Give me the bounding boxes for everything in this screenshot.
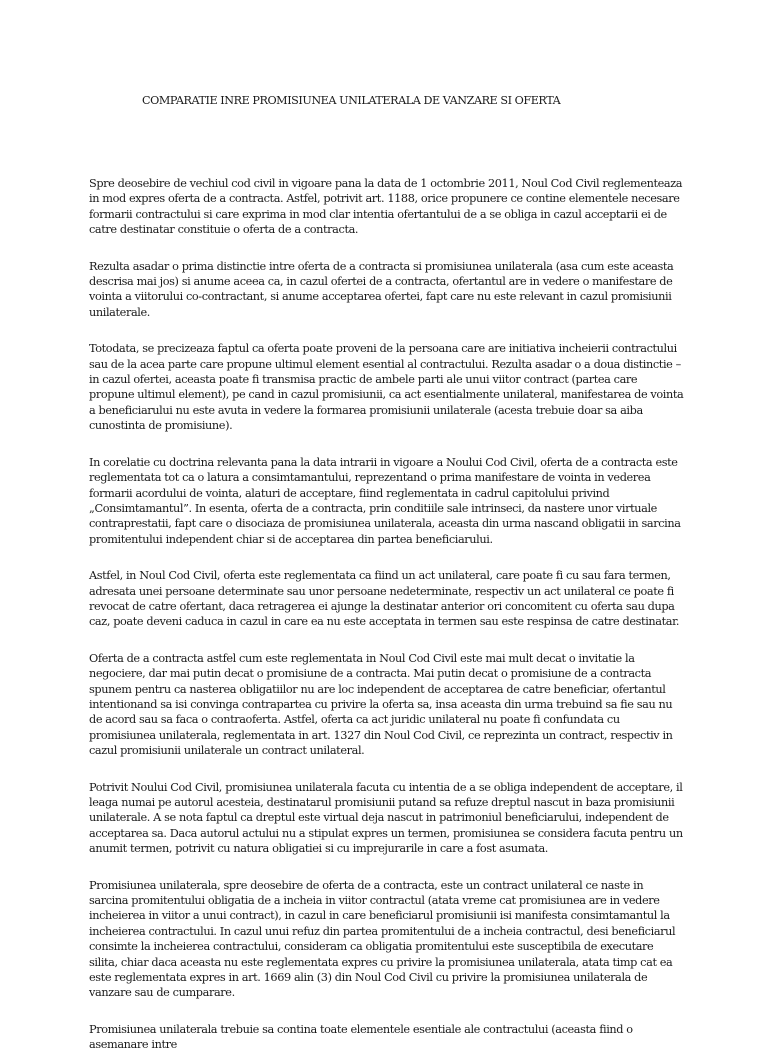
paragraph: Spre deosebire de vechiul cod civil in vigoare pana la data de 1 octombrie 2011, Noul Cod Civil reglementeaza in mod expres oferta de a contracta. Astfel, potrivit art. 1188, orice propunere ce contine elementele necesare formarii contractului si care exprima in mod clar intentia ofertantului de a se obliga in cazul acceptarii ei de catre destinatar constituie o oferta de a contracta. <box>89 177 683 237</box>
paragraph: Oferta de a contracta astfel cum este reglementata in Noul Cod Civil este mai mult decat o invitatie la negociere, dar mai putin decat o promisiune de a contracta. Mai putin decat o promisiune de a contracta spunem pentru ca nasterea obligatiilor nu are loc independent de acceptarea de catre beneficiar, ofertantul intentionand sa isi convinga contrapartea cu privire la oferta sa, insa aceasta din urma trebuind sa fie sau nu de acord sau sa faca o contraoferta. Astfel, oferta ca act juridic unilateral nu poate fi confundata cu promisiunea unilaterala, reglementata in art. 1327 din Noul Cod Civil, ce reprezinta un contract, respectiv in cazul promisiunii unilaterale un contract unilateral. <box>89 651 673 758</box>
document-body <box>89 176 684 1053</box>
paragraph: Promisiunea unilaterala trebuie sa contina toate elementele esentiale ale contractului (aceasta fiind o asemanare intre <box>89 1022 633 1052</box>
paragraph: Astfel, in Noul Cod Civil, oferta este reglementata ca fiind un act unilateral, care poate fi cu sau fara termen, adresata unei persoane determinate sau unor persoane nedeterminate, respectiv un act unilateral ce poate fi revocat de catre ofertant, daca retragerea ei ajunge la destinatar anterior ori concomitent cu oferta sau dupa caz, poate deveni caduca in cazul in care ea nu este acceptata in termen sau este respinsa de catre destinatar. <box>89 569 680 629</box>
paragraph: Promisiunea unilaterala, spre deosebire de oferta de a contracta, este un contract unilateral ce naste in sarcina promitentului obligatia de a incheia in viitor contractul (atata vreme cat promisiunea are in vedere incheierea in viitor a unui contract), in cazul in care beneficiarul promisiunii isi manifesta consimtamantul la incheierea contractului. In cazul unui refuz din partea promitentului de a incheia contractul, desi beneficiarul consimte la incheierea contractului, consideram ca obligatia promitentului este susceptibila de executare silita, chiar daca aceasta nu este reglementata expres cu privire la promisiunea unilaterala, atata timp cat ea este reglementata expres in art. 1669 alin (3) din Noul Cod Civil cu privire la promisiunea unilaterala de vanzare sau de cumparare. <box>89 878 676 1000</box>
paragraph: Totodata, se precizeaza faptul ca oferta poate proveni de la persoana care are initiativa incheierii contractului sau de la acea parte care propune ultimul element esential al contractului. Rezulta asadar o a doua distinctie – in cazul ofertei, aceasta poate fi transmisa practic de ambele parti ale unui viitor contract (partea care propune ultimul element), pe cand in cazul promisiunii, ca act esentialmente unilateral, manifestarea de vointa a beneficiarului nu este avuta in vedere la formarea promisiunii unilaterale (acesta trebuie doar sa aiba cunostinta de promisiune). <box>89 342 684 433</box>
paragraph: In corelatie cu doctrina relevanta pana la data intrarii in vigoare a Noului Cod Civil, oferta de a contracta este reglementata tot ca o latura a consimtamantului, reprezentand o prima manifestare de vointa in vederea formarii acordului de vointa, alaturi de acceptare, fiind reglementata in cadrul capitolului privind „Consimtamantul”. In esenta, oferta de a contracta, prin conditiile sale intrinseci, da nastere unor virtuale contraprestatii, fapt care o disociaza de promisiunea unilaterala, aceasta din urma nascand obligatii in sarcina promitentului independent chiar si de acceptarea din partea beneficiarului. <box>89 455 681 546</box>
paragraph: Rezulta asadar o prima distinctie intre oferta de a contracta si promisiunea unilaterala (asa cum este aceasta descrisa mai jos) si anume aceea ca, in cazul ofertei de a contracta, ofertantul are in vedere o manifestare de vointa a viitorului co-contractant, si anume acceptarea ofertei, fapt care nu este relevant in cazul promisiunii unilaterale. <box>89 259 674 319</box>
document-title: COMPARATIE INRE PROMISIUNEA UNILATERALA DE VANZARE SI OFERTA <box>142 94 561 107</box>
paragraph: Potrivit Noului Cod Civil, promisiunea unilaterala facuta cu intentia de a se obliga independent de acceptare, il leaga numai pe autorul acesteia, destinatarul promisiunii putand sa refuze dreptul nascut in baza promisiunii unilaterale. A se nota faptul ca dreptul este virtual deja nascut in patrimoniul beneficiarului, independent de acceptarea sa. Daca autorul actului nu a stipulat expres un termen, promisiunea se considera facuta pentru un anumit termen, potrivit cu natura obligatiei si cu imprejurarile in care a fost asumata. <box>89 780 683 856</box>
